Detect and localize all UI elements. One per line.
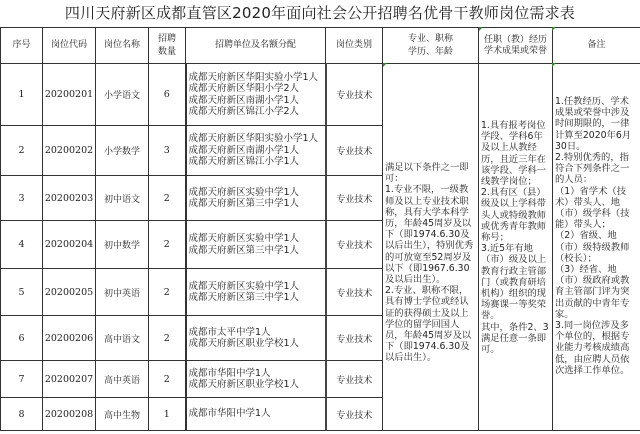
- unit-item: 成都天府新区第三中学1人: [188, 292, 300, 303]
- experience-item: 1.具有报考岗位学段、学科6年及以上从教经历，且近三年在该学段、学科一线教学岗位；: [481, 120, 547, 188]
- cell-units: [186, 269, 326, 316]
- cell-code: 20200207: [43, 361, 96, 398]
- cell-marker-icon: [383, 63, 387, 67]
- unit-item: 成都天府新区锦江小学2人: [188, 106, 300, 117]
- cell-notes: [553, 64, 640, 431]
- cell-code: 20200205: [43, 269, 96, 316]
- unit-item: 成都市太平中学1人: [188, 326, 271, 338]
- experience-item: 其中，条件2、3满足任意一条即可。: [481, 321, 549, 356]
- cell-seq: 4: [1, 221, 43, 269]
- cell-quota: 2: [149, 316, 186, 361]
- cell-marker-icon: [479, 27, 483, 31]
- requirement-item: 2.专业、职称不限，具有博士学位或经认证的获得硕士及以上学位的留学回国人员，年龄45周岁及以下（即1974.6.30及以后出生）。: [385, 285, 472, 364]
- cell-seq: 5: [1, 269, 43, 316]
- unit-item: 成都天府新区南湖小学1人: [188, 94, 300, 106]
- cell-units: [186, 176, 326, 221]
- cell-name: 小学语文: [96, 64, 149, 126]
- cell-seq: 2: [1, 126, 43, 176]
- cell-units: [186, 64, 326, 126]
- cell-category: 专业技术: [326, 126, 383, 176]
- cell-quota: 2: [149, 221, 186, 269]
- cell-name: 初中语文: [96, 176, 149, 221]
- header-exp-line2: 学术成果或荣誉: [483, 45, 547, 56]
- requirement-item: 满足以下条件之一即可：: [385, 162, 469, 185]
- experience-item: 2.具有区（县）级及以上学科带头人或特级教师或优秀青年教师称号；: [481, 187, 547, 244]
- page-title: 四川天府新区成都直管区2020年面向社会公开招聘名优骨干教师岗位需求表: [0, 0, 640, 28]
- cell-code: 20200203: [43, 176, 96, 221]
- cell-seq: 1: [1, 64, 43, 126]
- cell-category: 专业技术: [326, 361, 383, 398]
- cell-quota: 6: [149, 64, 186, 126]
- note-item: （1）省学术（技术）带头人、地（市）级学科（技能）带头人；: [555, 185, 630, 231]
- cell-quota: 1: [149, 398, 186, 431]
- cell-units: [186, 316, 326, 361]
- cell-name: 高中语文: [96, 316, 149, 361]
- cell-code: 20200201: [43, 64, 96, 126]
- cell-category: 专业技术: [326, 398, 383, 431]
- unit-item: 成都天府新区实验中学1人: [188, 233, 300, 244]
- requirement-item: 1.专业不限，一级教师及以上专业技术职称，具有大学本科学历，年龄45周岁及以下（即1974.6.30及以后出生），特别优秀的可放宽至52周岁及以下（即1967.6.30及以后出生）。: [385, 184, 474, 286]
- header-experience: [479, 28, 553, 64]
- job-requirements-table: [0, 27, 640, 431]
- unit-item: 成都天府新区第三中学1人: [188, 198, 300, 209]
- header-notes: 备注: [553, 28, 640, 64]
- unit-item: 成都天府新区职业学校1人: [188, 379, 300, 390]
- cell-name: 初中英语: [96, 269, 149, 316]
- header-req-line2: 学历、年龄: [407, 46, 453, 57]
- header-row: [1, 28, 640, 64]
- cell-quota: 2: [149, 361, 186, 398]
- unit-item: 成都天府新区职业学校1人: [188, 338, 300, 349]
- cell-category: 专业技术: [326, 64, 383, 126]
- header-exp-line1: 任职（教）经历: [483, 34, 547, 45]
- unit-item: 成都天府新区华阳实验小学1人: [188, 71, 319, 83]
- header-quota: [149, 28, 186, 64]
- cell-units: [186, 221, 326, 269]
- unit-item: 成都市华阳中学1人: [188, 367, 271, 379]
- experience-item: 3.近5年有地（市）级及以上教育行政主管部门（或教育研培机构）组织的现场赛课一等奖荣誉。: [481, 243, 547, 322]
- unit-item: 成都天府新区华阳小学2人: [188, 83, 300, 94]
- cell-seq: 3: [1, 176, 43, 221]
- note-item: 3.同一岗位涉及多个单位的，根据专业能力考核成绩高低，由应聘人员依次选择工作单位。: [555, 320, 630, 376]
- cell-code: 20200208: [43, 398, 96, 431]
- header-quota-line2: 数量: [157, 46, 176, 57]
- header-seq: 序号: [1, 28, 43, 64]
- cell-category: 专业技术: [326, 221, 383, 269]
- cell-category: 专业技术: [326, 269, 383, 316]
- unit-item: 成都天府新区华阳实验小学1人: [188, 133, 319, 145]
- header-category: 岗位类别: [326, 28, 383, 64]
- unit-item: 成都天府新区实验中学1人: [188, 186, 300, 198]
- header-requirements: [383, 28, 479, 64]
- cell-code: 20200206: [43, 316, 96, 361]
- cell-category: 专业技术: [326, 176, 383, 221]
- note-item: 2.特别优秀的，指符合下列条件之一的人员：: [555, 152, 630, 186]
- unit-item: 成都市华阳中学1人: [188, 408, 271, 420]
- table-row: [1, 64, 640, 126]
- cell-units: [186, 398, 326, 431]
- cell-seq: 6: [1, 316, 43, 361]
- header-code: 岗位代码: [43, 28, 96, 64]
- cell-seq: 8: [1, 398, 43, 431]
- unit-item: 成都天府新区实验中学1人: [188, 280, 300, 292]
- cell-name: 高中英语: [96, 361, 149, 398]
- note-item: 1.任教经历、学术成果或荣誉中涉及时间期限的，一律计算至2020年6月30日。: [555, 96, 632, 152]
- header-units: 招聘单位及名额分配: [186, 28, 326, 64]
- cell-name: 初中数学: [96, 221, 149, 269]
- unit-item: 成都天府新区锦江小学1人: [188, 156, 300, 168]
- cell-quota: 2: [149, 269, 186, 316]
- cell-units: [186, 126, 326, 176]
- unit-item: 成都天府新区南湖小学1人: [188, 144, 300, 156]
- cell-name: 小学数学: [96, 126, 149, 176]
- cell-category: 专业技术: [326, 316, 383, 361]
- cell-requirements: [383, 64, 479, 431]
- cell-quota: 3: [149, 126, 186, 176]
- cell-seq: 7: [1, 361, 43, 398]
- cell-experience: [479, 64, 553, 431]
- header-req-line1: 专业、职称: [407, 33, 453, 44]
- cell-code: 20200204: [43, 221, 96, 269]
- cell-units: [186, 361, 326, 398]
- cell-marker-icon: [552, 63, 556, 67]
- note-item: （2）省级、地（市）级特级教师（校长）；: [555, 230, 630, 264]
- cell-marker-icon: [552, 27, 556, 31]
- cell-name: 高中生物: [96, 398, 149, 431]
- header-name: 岗位名称: [96, 28, 149, 64]
- header-quota-line1: 招聘: [157, 33, 176, 44]
- unit-item: 成都天府新区第三中学1人: [188, 244, 300, 256]
- note-item: （3）经省、地（市）级政府或教育主管部门评为突出贡献的中青年专家。: [555, 264, 630, 320]
- cell-code: 20200202: [43, 126, 96, 176]
- cell-quota: 2: [149, 176, 186, 221]
